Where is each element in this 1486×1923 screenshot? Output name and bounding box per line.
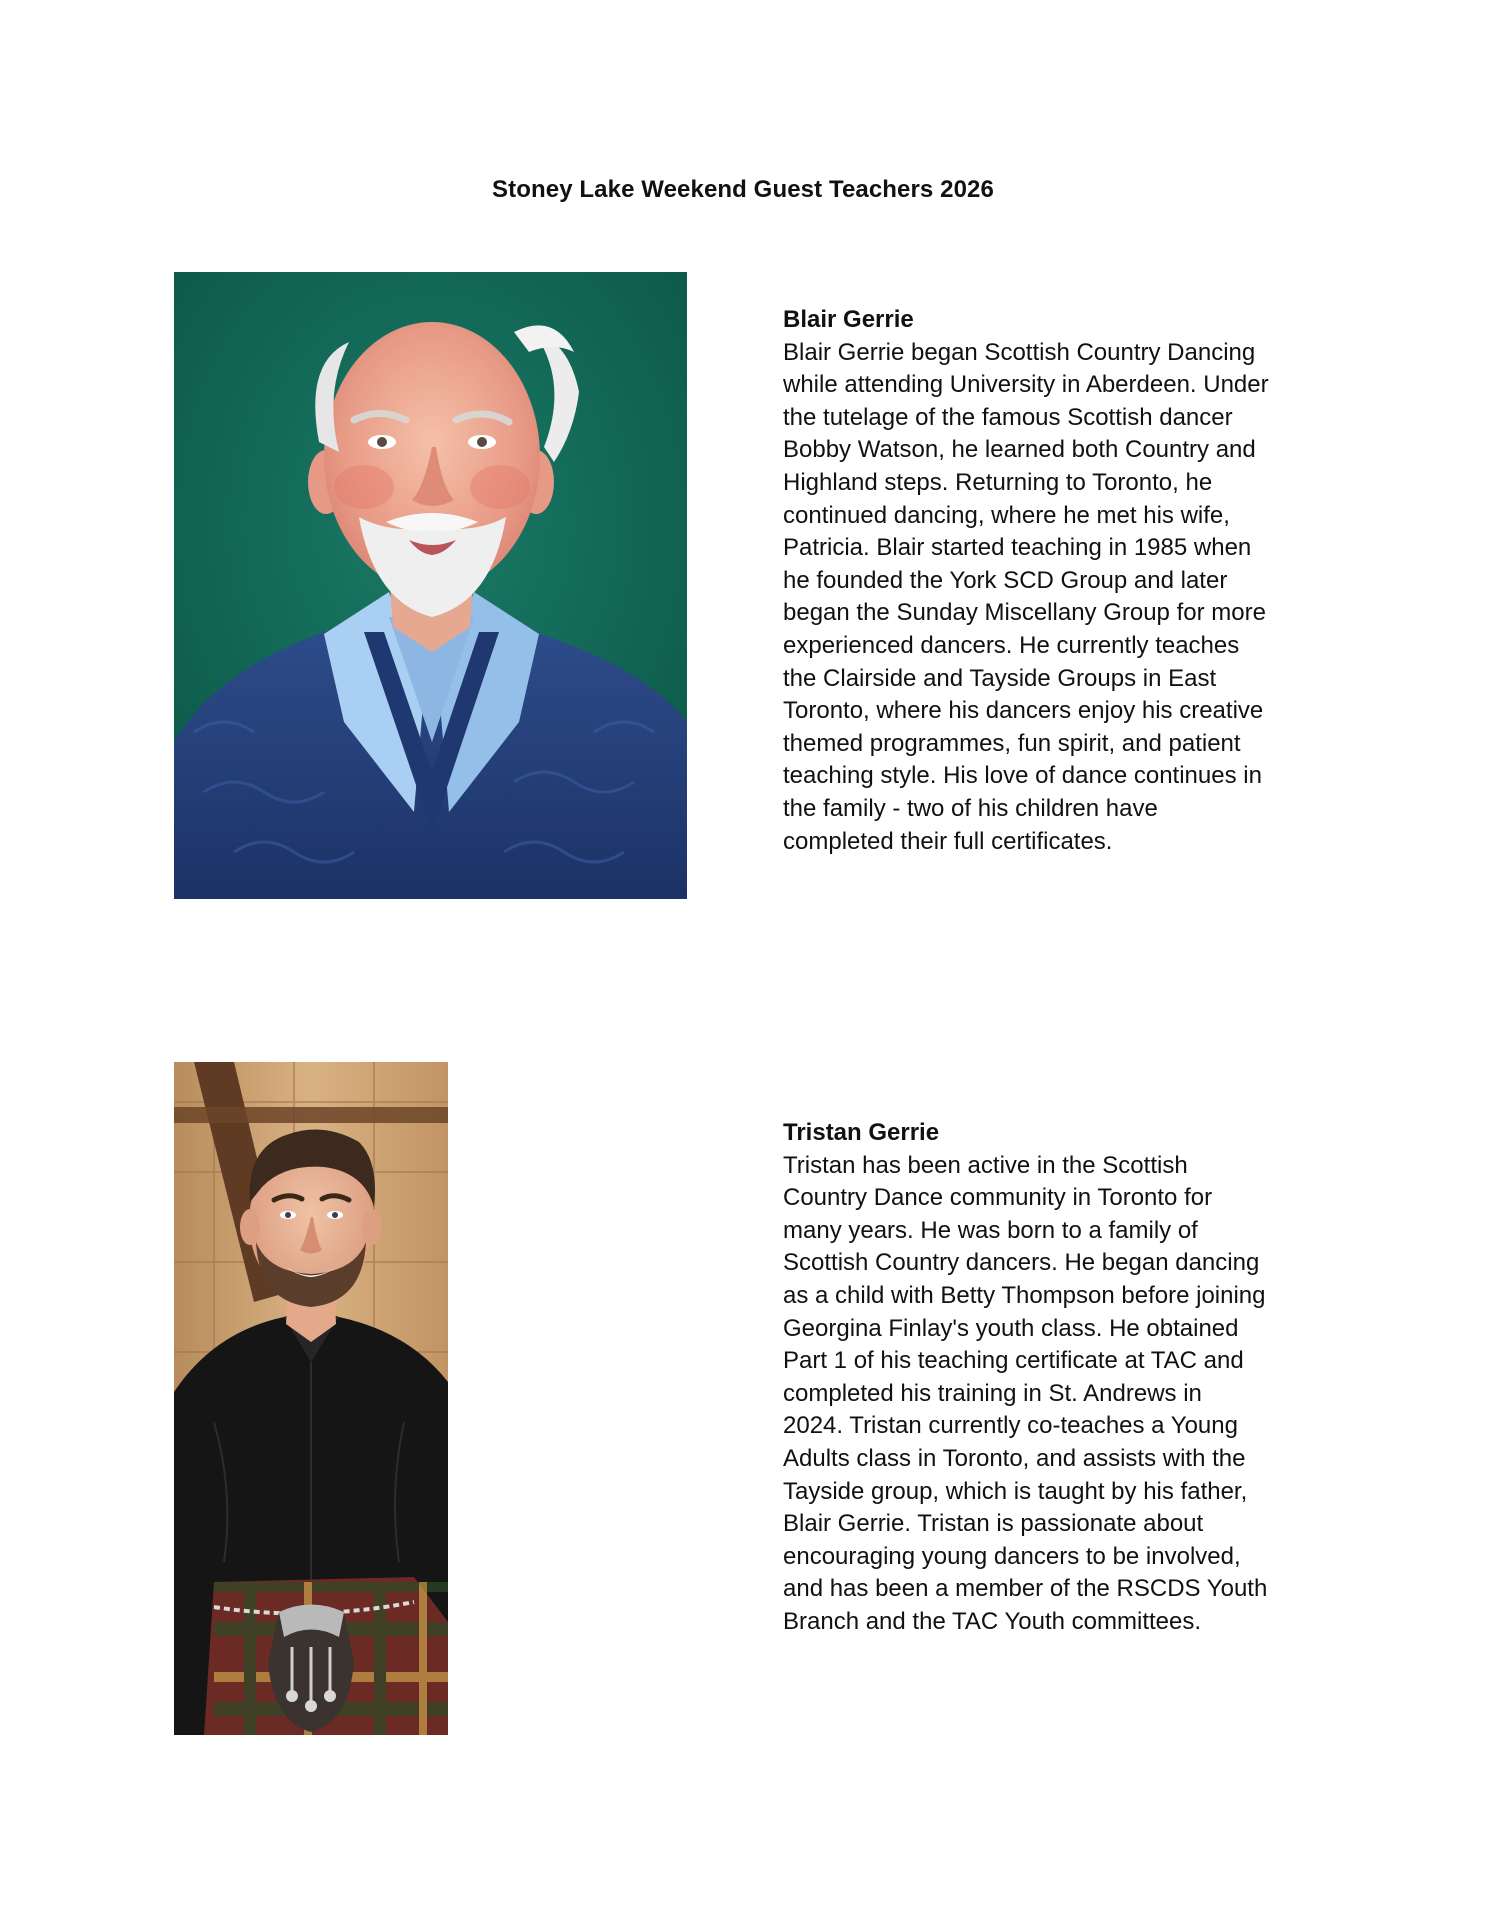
- page-title: Stoney Lake Weekend Guest Teachers 2026: [492, 176, 994, 203]
- blair-gerrie-photo: [174, 272, 687, 899]
- teacher-name: Blair Gerrie: [783, 306, 914, 333]
- teacher-bio-text: Tristan has been active in the Scottish Country Dance community in Toronto for many years. He was born to a family of Scottish Country dancers. He began dancing as a child with Betty Thompson before joining Georgina Finlay's youth class. He obtained Part 1 of his teaching certificate at TAC and completed his training in St. Andrews in 2024. Tristan currently co-teaches a Young Adults class in Toronto, and assists with the Tayside group, which is taught by his father, Blair Gerrie. Tristan is passionate about encouraging young dancers to be involved, and has been a member of the RSCDS Youth Branch and the TAC Youth committees.: [783, 1151, 1268, 1635]
- blair-gerrie-bio: [783, 304, 1323, 858]
- tristan-gerrie-bio: [783, 1117, 1323, 1639]
- tristan-gerrie-photo: [174, 1062, 448, 1735]
- teacher-bio-text: Blair Gerrie began Scottish Country Dancing while attending University in Aberdeen. Under the tutelage of the famous Scottish dancer Bobby Watson, he learned both Country and Highland steps. Returning to Toronto, he continued dancing, where he met his wife, Patricia. Blair started teaching in 1985 when he founded the York SCD Group and later began the Sunday Miscellany Group for more experienced dancers. He currently teaches the Clairside and Tayside Groups in East Toronto, where his dancers enjoy his creative themed programmes, fun spirit, and patient teaching style. His love of dance continues in the family - two of his children have completed their full certificates.: [783, 338, 1269, 855]
- teacher-name: Tristan Gerrie: [783, 1119, 940, 1146]
